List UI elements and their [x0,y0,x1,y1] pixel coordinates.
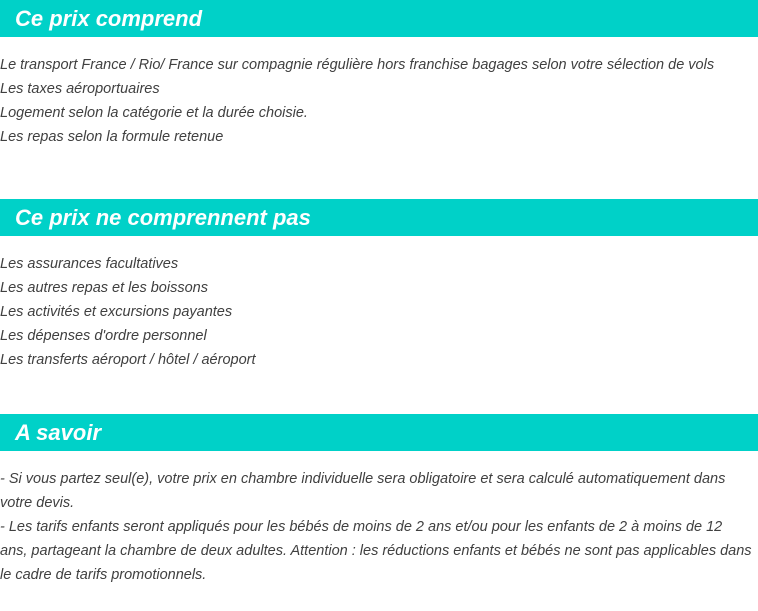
list-item: Le transport France / Rio/ France sur compagnie régulière hors franchise bagages selon votre sélection de vols [0,57,715,73]
info-paragraph: - Les tarifs enfants seront appliqués pour les bébés de moins de 2 ans et/ou pour les enfants de 2 à moins de 12 ans, partageant la chambre de deux adultes. Attention : les réductions enfants et bébés ne sont pas applicables dans le cadre de tarifs promotionnels. [0,519,752,583]
section-good-to-know [0,414,758,587]
section-body [0,37,758,149]
list-item: Les transferts aéroport / hôtel / aéroport [0,352,256,368]
list-item: Les taxes aéroportuaires [0,81,160,97]
section-header [0,414,758,451]
list-item: Logement selon la catégorie et la durée choisie. [0,105,308,121]
section-price-includes [0,0,758,149]
list-item: Les repas selon la formule retenue [0,129,224,145]
section-body [0,451,758,587]
info-paragraph: - Si vous partez seul(e), votre prix en chambre individuelle sera obligatoire et sera calculé automatiquement dans votre devis. [0,471,726,511]
section-body [0,236,758,372]
section-header [0,0,758,37]
list-item: Les dépenses d'ordre personnel [0,328,207,344]
section-header [0,199,758,236]
list-item: Les activités et excursions payantes [0,304,233,320]
section-title: Ce prix comprend [15,6,203,31]
list-item: Les assurances facultatives [0,256,179,272]
section-title: A savoir [15,420,102,445]
list-item: Les autres repas et les boissons [0,280,208,296]
section-price-excludes [0,199,758,372]
section-title: Ce prix ne comprennent pas [15,205,311,230]
